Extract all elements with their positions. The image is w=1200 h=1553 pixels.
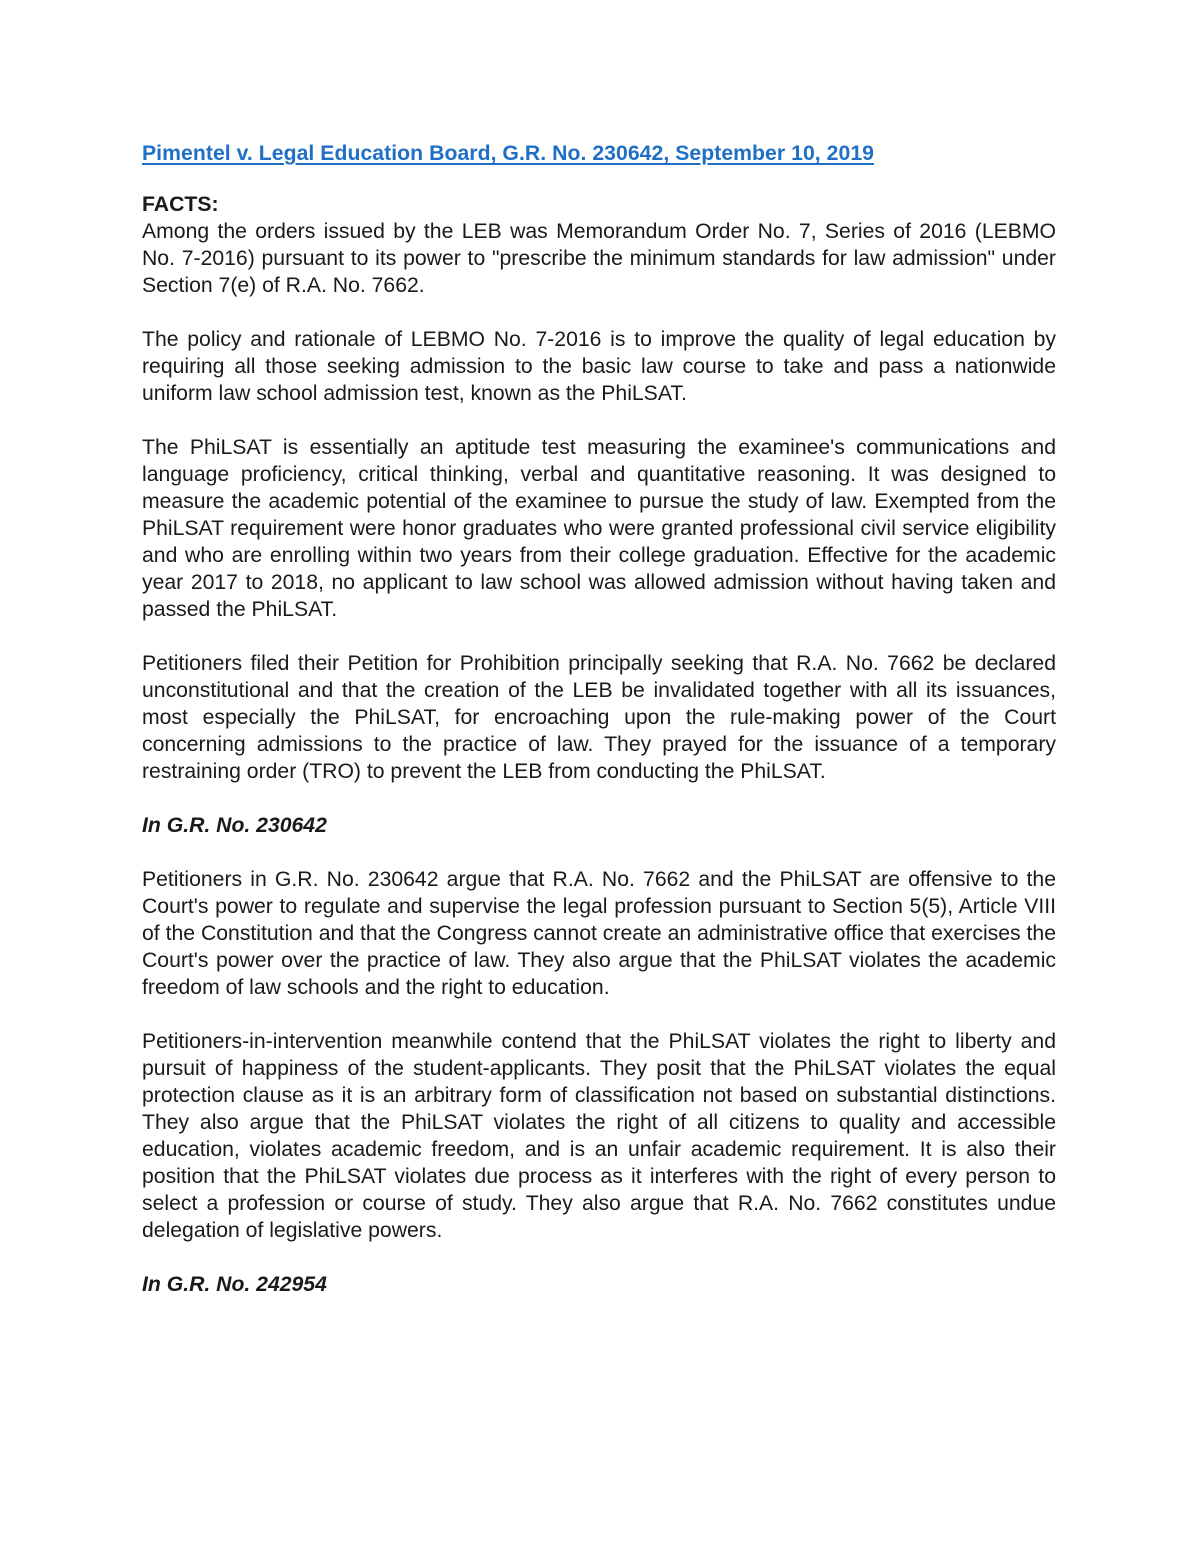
case-title-link[interactable]: Pimentel v. Legal Education Board, G.R. No. 230642, September 10, 2019 bbox=[142, 142, 874, 165]
section-230642-paragraph-2: Petitioners-in-intervention meanwhile contend that the PhiLSAT violates the right to liberty and pursuit of happiness of the student-applicants. They posit that the PhiLSAT violates the equal protection clause as it is an arbitrary form of classification not based on substantial distinctions. They also argue that the PhiLSAT violates the right of all citizens to quality and accessible education, violates academic freedom, and is an unfair academic requirement. It is also their position that the PhiLSAT violates due process as it interferes with the right of every person to select a profession or course of study. They also argue that R.A. No. 7662 constitutes undue delegation of legislative powers. bbox=[142, 1030, 1056, 1242]
facts-paragraph-1: Among the orders issued by the LEB was Memorandum Order No. 7, Series of 2016 (LEBMO No. 7-2016) pursuant to its power to "prescribe the minimum standards for law admission" under Section 7(e) of R.A. No. 7662. bbox=[142, 220, 1056, 297]
section-230642-paragraph-1: Petitioners in G.R. No. 230642 argue that R.A. No. 7662 and the PhiLSAT are offensive to the Court's power to regulate and supervise the legal profession pursuant to Section 5(5), Article VIII of the Constitution and that the Congress cannot create an administrative office that exercises the Court's power over the practice of law. They also argue that the PhiLSAT violates the academic freedom of law schools and the right to education. bbox=[142, 868, 1056, 999]
facts-paragraph-4: Petitioners filed their Petition for Prohibition principally seeking that R.A. No. 7662 be declared unconstitutional and that the creation of the LEB be invalidated together with all its issuances, most especially the PhiLSAT, for encroaching upon the rule-making power of the Court concerning admissions to the practice of law. They prayed for the issuance of a temporary restraining order (TRO) to prevent the LEB from conducting the PhiLSAT. bbox=[142, 652, 1056, 783]
document-page bbox=[142, 140, 1056, 1325]
section-heading-230642: In G.R. No. 230642 bbox=[142, 814, 327, 837]
facts-paragraph-3: The PhiLSAT is essentially an aptitude test measuring the examinee's communications and language proficiency, critical thinking, verbal and quantitative reasoning. It was designed to measure the academic potential of the examinee to pursue the study of law. Exempted from the PhiLSAT requirement were honor graduates who were granted professional civil service eligibility and who are enrolling within two years from their college graduation. Effective for the academic year 2017 to 2018, no applicant to law school was allowed admission without having taken and passed the PhiLSAT. bbox=[142, 436, 1056, 621]
section-heading-242954: In G.R. No. 242954 bbox=[142, 1273, 327, 1296]
facts-heading: FACTS: bbox=[142, 193, 219, 216]
facts-paragraph-2: The policy and rationale of LEBMO No. 7-2016 is to improve the quality of legal education by requiring all those seeking admission to the basic law course to take and pass a nationwide uniform law school admission test, known as the PhiLSAT. bbox=[142, 328, 1056, 405]
